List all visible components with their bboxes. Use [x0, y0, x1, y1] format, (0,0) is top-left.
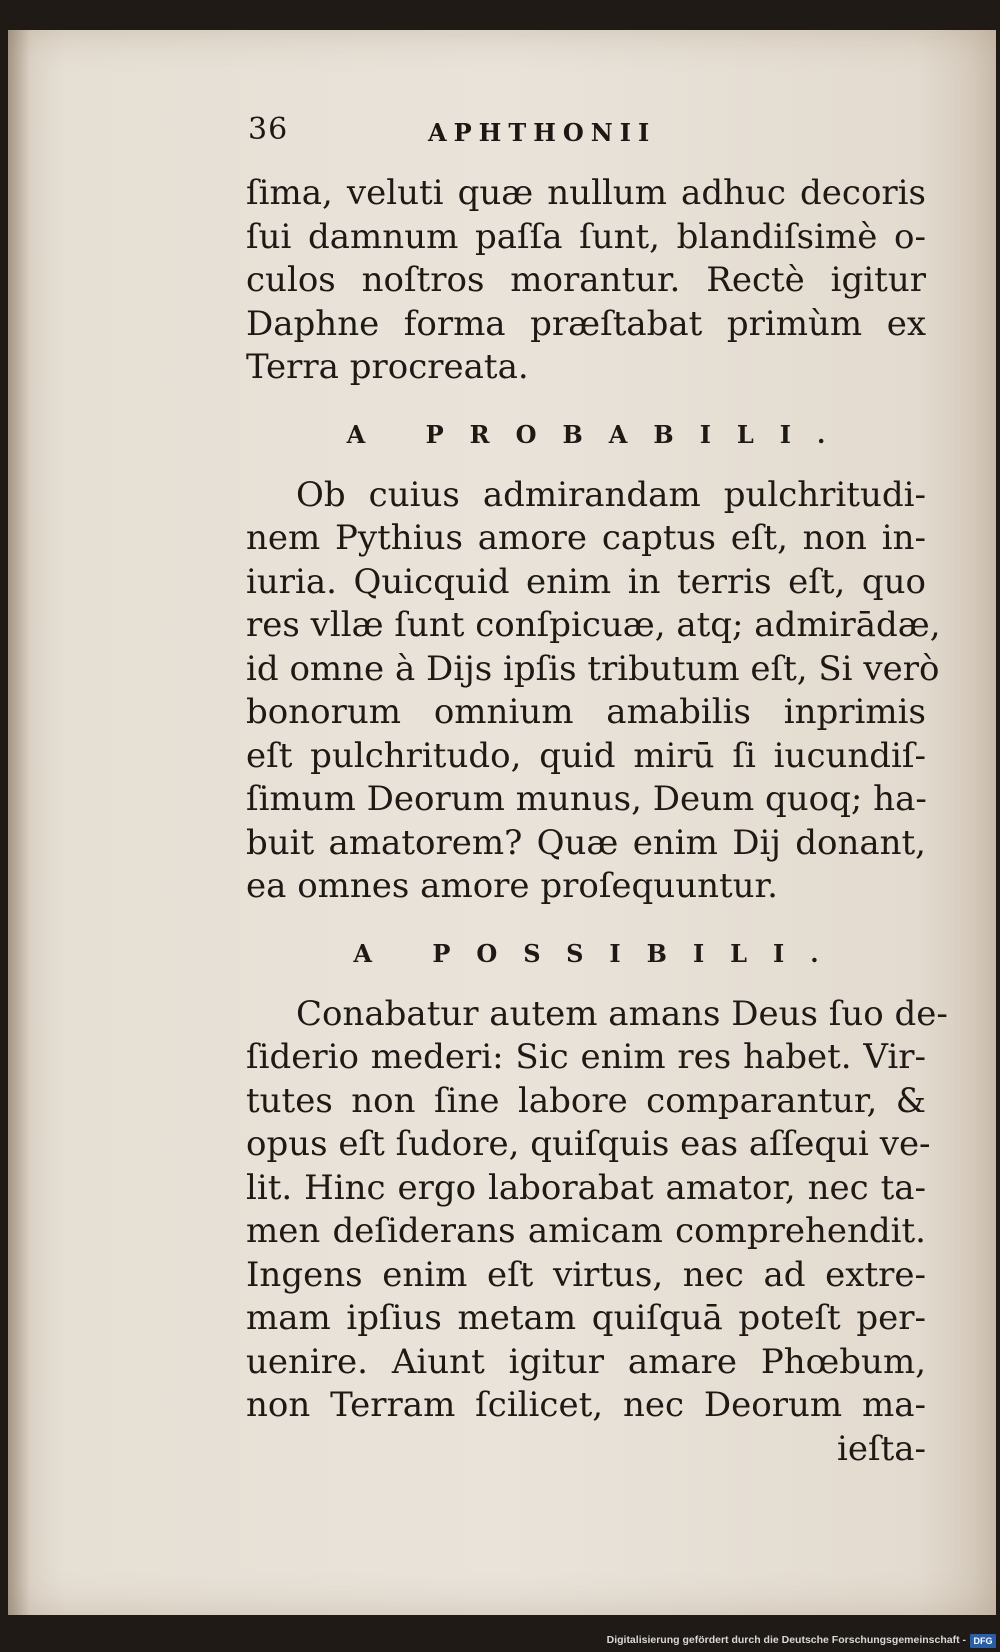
text-line: non Terram ſcilicet, nec Deorum ma-: [246, 1385, 926, 1425]
text-line: Ingens enim eſt virtus, nec ad extre-: [246, 1254, 926, 1295]
dfg-logo: DFG: [970, 1634, 996, 1648]
text-line: Ob cuius admirandam pulchritudi-: [296, 474, 926, 515]
catchword: ieſta-: [836, 1428, 926, 1469]
text-line: nem Pythius amore captus eſt, non in-: [246, 518, 926, 558]
running-head: APHTHONII: [428, 118, 657, 147]
text-line: bonorum omnium amabilis inprimis: [246, 692, 926, 732]
text-line: men deſiderans amicam comprehendit.: [246, 1211, 926, 1251]
text-line: eſt pulchritudo, quid mirū ſi iucundiſ-: [246, 735, 926, 776]
section-heading-possibili: A POSSIBILI.: [353, 938, 845, 968]
text-line: ſui damnum paſſa ſunt, blandiſsimè o-: [246, 216, 926, 257]
page-number: 36: [248, 112, 289, 147]
book-page: [8, 30, 996, 1615]
text-line: opus eſt ſudore, quiſquis eas aſſequi ve-: [246, 1124, 931, 1164]
paragraph-1: [246, 172, 926, 390]
text-line: tutes non ſine labore comparantur, &: [246, 1080, 926, 1121]
text-line: ſiderio mederi: Sic enim res habet. Vir-: [246, 1037, 926, 1077]
section-heading-probabili: A PROBABILI.: [346, 419, 852, 449]
text-line: iuria. Quicquid enim in terris eſt, quo: [246, 561, 926, 602]
text-line: buit amatorem? Quæ enim Dij donant,: [246, 822, 926, 863]
text-line: id omne à Dijs ipſis tributum eſt, Si verò: [246, 648, 940, 689]
digitization-credit: Digitalisierung gefördert durch die Deutsche Forschungsgemeinschaft -: [606, 1634, 966, 1646]
text-line: ſima, veluti quæ nullum adhuc decoris: [246, 173, 926, 213]
paragraph-2: [246, 474, 941, 909]
paragraph-3: [246, 993, 948, 1472]
text-line: Conabatur autem amans Deus ſuo de-: [296, 993, 948, 1034]
text-line: uenire. Aiunt igitur amare Phœbum,: [246, 1341, 926, 1382]
text-line: lit. Hinc ergo laborabat amator, nec ta-: [246, 1167, 926, 1208]
text-line: Daphne forma præſtabat primùm ex: [246, 303, 926, 344]
page-header: [248, 112, 718, 162]
text-line: mam ipſius metam quiſquā poteſt per-: [246, 1298, 926, 1338]
text-line: Terra procreata.: [246, 347, 529, 387]
main-text: [246, 172, 948, 1471]
text-line: ſimum Deorum munus, Deum quoq; ha-: [246, 779, 927, 819]
gutter-shadow: [8, 30, 30, 1615]
text-line: culos noſtros morantur. Rectè igitur: [246, 260, 926, 300]
text-line: ea omnes amore proſequuntur.: [246, 866, 778, 906]
text-line: res vllæ ſunt conſpicuæ, atq; admirādæ,: [246, 605, 941, 645]
